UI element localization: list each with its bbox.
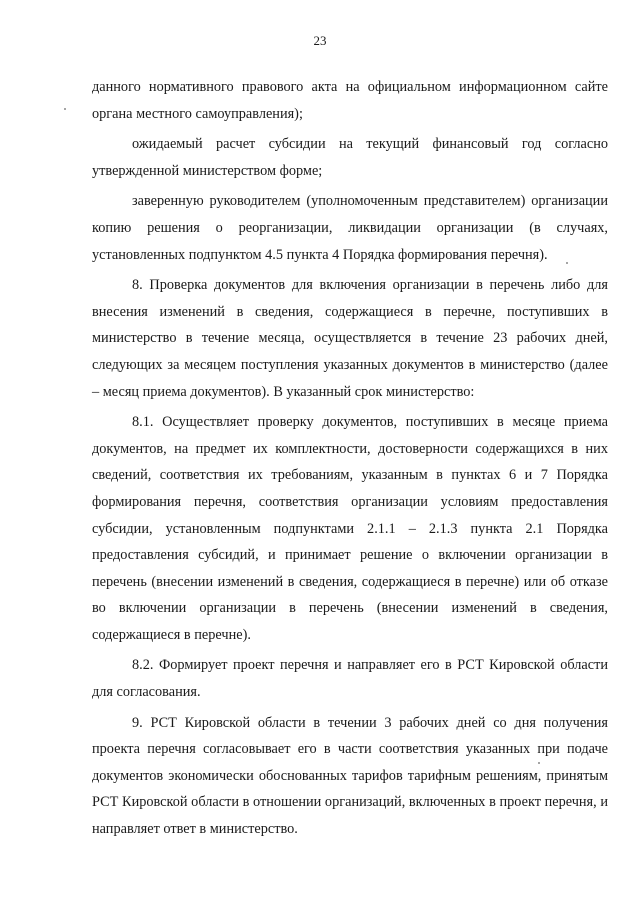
page-number: 23 (313, 33, 327, 48)
paragraph-clause-8: 8. Проверка документов для включения организации в перечень либо для внесения изменений в сведения, содержащиеся в перечне, поступивших в министерство в течение месяца, осуществляется в течение 23 рабочих дней, следующих за месяцем поступления указанных документов в министерство (далее – месяц приема документов). В указанный срок министерство: (92, 277, 608, 400)
paragraph-continuation: данного нормативного правового акта на официальном информационном сайте органа местного самоуправления); (92, 79, 608, 122)
paragraph-clause-8-2: 8.2. Формирует проект перечня и направляет его в РСТ Кировской области для согласования. (92, 657, 608, 701)
paragraph-certified-copy: заверенную руководителем (уполномоченным представителем) организации копию решения о реорганизации, ликвидации организации (в случаях, установленных подпунктом 4.5 пункта 4 Порядка формирования перечня). (92, 193, 608, 263)
paragraph-clause-9: 9. РСТ Кировской области в течении 3 рабочих дней со дня получения проекта перечня согласовывает его в части соответствия указанных при подаче документов экономически обоснованных тарифов тарифным решениям, принятым РСТ Кировской области в отношении организаций, включенных в проект перечня, и направляет ответ в министерство. (92, 714, 608, 838)
scan-speck (566, 262, 568, 264)
paragraph-expected-subsidy: ожидаемый расчет субсидии на текущий финансовый год согласно утвержденной министерством форме; (92, 136, 608, 179)
paragraph-clause-8-1: 8.1. Осуществляет проверку документов, поступивших в месяце приема документов, на предмет их комплектности, достоверности содержащихся в них сведений, соответствия их требованиям, указанным в пунктах 6 и 7 Порядка формирования перечня, соответствия организации условиям предоставления субсидии, установленным подпунктами 2.1.1 – 2.1.3 пункта 2.1 Порядка предоставления субсидий, и принимает решение о включении организации в перечень (внесении изменений в сведения, содержащиеся в перечне) или об отказе во включении организации в перечень (внесении изменений в сведения, содержащиеся в перечне). (92, 414, 608, 643)
scan-speck (538, 762, 540, 764)
scan-speck (64, 108, 66, 110)
document-body (92, 74, 608, 843)
